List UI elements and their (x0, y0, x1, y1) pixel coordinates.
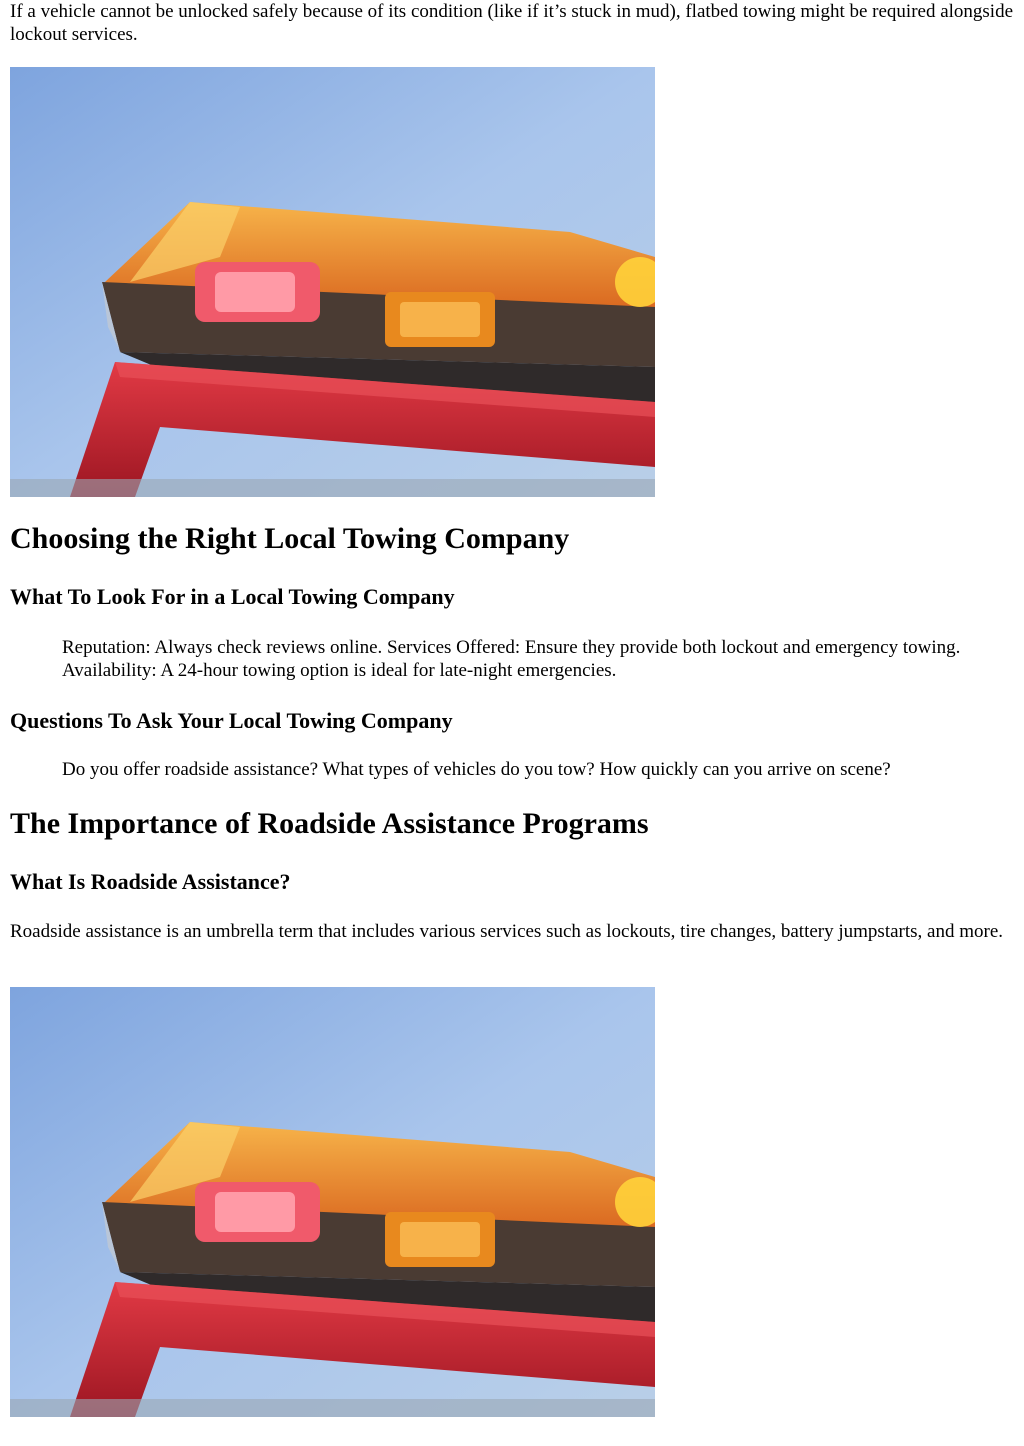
subheading-what-is-roadside-assistance: What Is Roadside Assistance? (10, 869, 291, 894)
light-bar-photo (10, 67, 655, 497)
what-to-look-for-text: Reputation: Always check reviews online. Services Offered: Ensure they provide both lockout and emergency towing. Availability: A 24-hour towing option is ideal for late-night emergencies. (62, 637, 961, 681)
roadside-assistance-text: Roadside assistance is an umbrella term that includes various services such as lockouts, tire changes, battery jumpstarts, and more. (10, 921, 1004, 942)
light-bar-photo-2 (10, 987, 655, 1417)
light-bar-illustration (10, 67, 655, 497)
subheading-what-to-look-for: What To Look For in a Local Towing Company (10, 584, 455, 609)
light-bar-illustration-2 (10, 987, 655, 1417)
intro-paragraph: If a vehicle cannot be unlocked safely because of its condition (like if it’s stuck in mud), flatbed towing might be required alongside lockout services. (10, 1, 1014, 45)
heading-roadside-assistance-programs: The Importance of Roadside Assistance Programs (10, 807, 649, 840)
subheading-questions-to-ask: Questions To Ask Your Local Towing Company (10, 708, 453, 733)
heading-choosing-towing-company: Choosing the Right Local Towing Company (10, 522, 570, 555)
questions-to-ask-text: Do you offer roadside assistance? What types of vehicles do you tow? How quickly can you arrive on scene? (62, 759, 891, 780)
